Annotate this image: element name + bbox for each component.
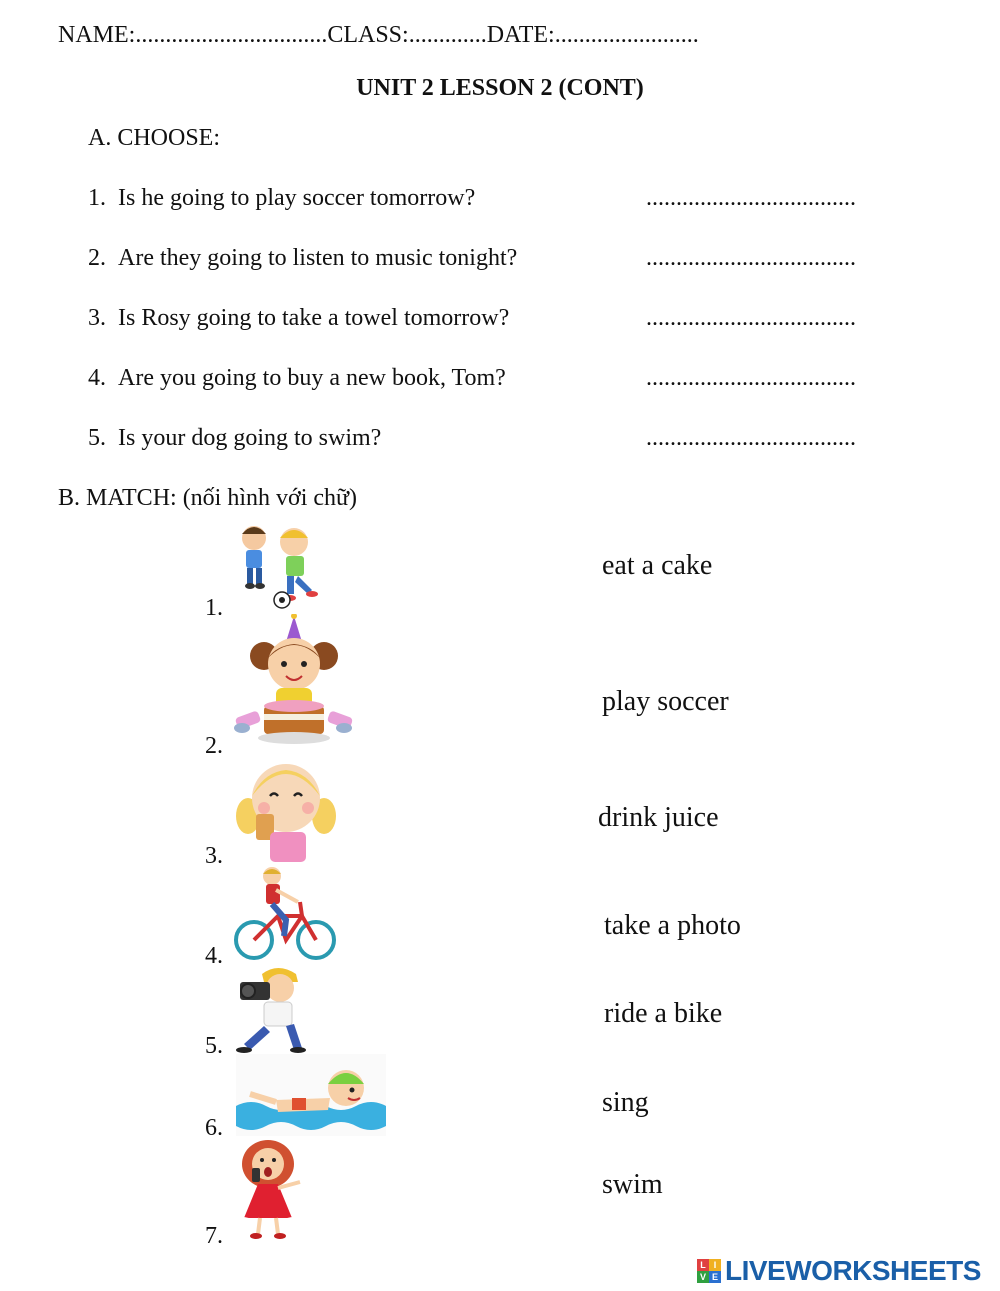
girl-singing-picture[interactable]	[234, 1138, 306, 1240]
boy-swimming-picture[interactable]	[236, 1054, 386, 1136]
answer-blank[interactable]: ...................................	[646, 425, 856, 451]
question-text: Is he going to play soccer tomorrow?	[118, 185, 476, 211]
worksheet-title: UNIT 2 LESSON 2 (CONT)	[356, 75, 644, 101]
liveworksheets-logo-icon: L I V E	[697, 1259, 721, 1283]
boy-riding-bike-picture[interactable]	[232, 864, 338, 964]
boy-taking-photo-picture[interactable]	[234, 964, 306, 1054]
question-number: 2.	[88, 245, 106, 271]
girl-eating-cake-picture[interactable]	[232, 614, 354, 754]
question-number: 1.	[88, 185, 106, 211]
answer-blank[interactable]: ...................................	[646, 245, 856, 271]
match-option-eat-a-cake[interactable]: eat a cake	[602, 550, 713, 581]
match-item-number-6: 6.	[205, 1115, 223, 1141]
match-item-number-7: 7.	[205, 1223, 223, 1249]
match-option-sing[interactable]: sing	[602, 1087, 649, 1118]
question-text: Is Rosy going to take a towel tomorrow?	[118, 305, 510, 331]
kids-playing-soccer-picture[interactable]	[232, 518, 337, 610]
question-number: 5.	[88, 425, 106, 451]
match-option-swim[interactable]: swim	[602, 1169, 663, 1200]
answer-blank[interactable]: ...................................	[646, 185, 856, 211]
question-text: Are they going to listen to music tonight?	[118, 245, 518, 271]
match-item-number-5: 5.	[205, 1033, 223, 1059]
answer-blank[interactable]: ...................................	[646, 365, 856, 391]
student-info-fields[interactable]: NAME:................................CLASS:.............DATE:........................	[58, 22, 699, 48]
question-number: 4.	[88, 365, 106, 391]
match-option-take-a-photo[interactable]: take a photo	[604, 910, 741, 941]
question-text: Are you going to buy a new book, Tom?	[118, 365, 506, 391]
section-b-label: B. MATCH: (nối hình với chữ)	[58, 485, 358, 511]
liveworksheets-logo[interactable]	[697, 1254, 981, 1288]
match-option-play-soccer[interactable]: play soccer	[602, 686, 729, 717]
question-text: Is your dog going to swim?	[118, 425, 382, 451]
match-option-ride-a-bike[interactable]: ride a bike	[604, 998, 723, 1029]
girl-drinking-juice-picture[interactable]	[234, 756, 338, 866]
match-item-number-4: 4.	[205, 943, 223, 969]
match-option-drink-juice[interactable]: drink juice	[598, 802, 719, 833]
answer-blank[interactable]: ...................................	[646, 305, 856, 331]
section-a-label: A. CHOOSE:	[88, 125, 221, 151]
match-item-number-3: 3.	[205, 843, 223, 869]
liveworksheets-logo-text: LIVEWORKSHEETS	[725, 1255, 981, 1286]
match-item-number-2: 2.	[205, 733, 223, 759]
question-number: 3.	[88, 305, 106, 331]
match-item-number-1: 1.	[205, 595, 223, 621]
